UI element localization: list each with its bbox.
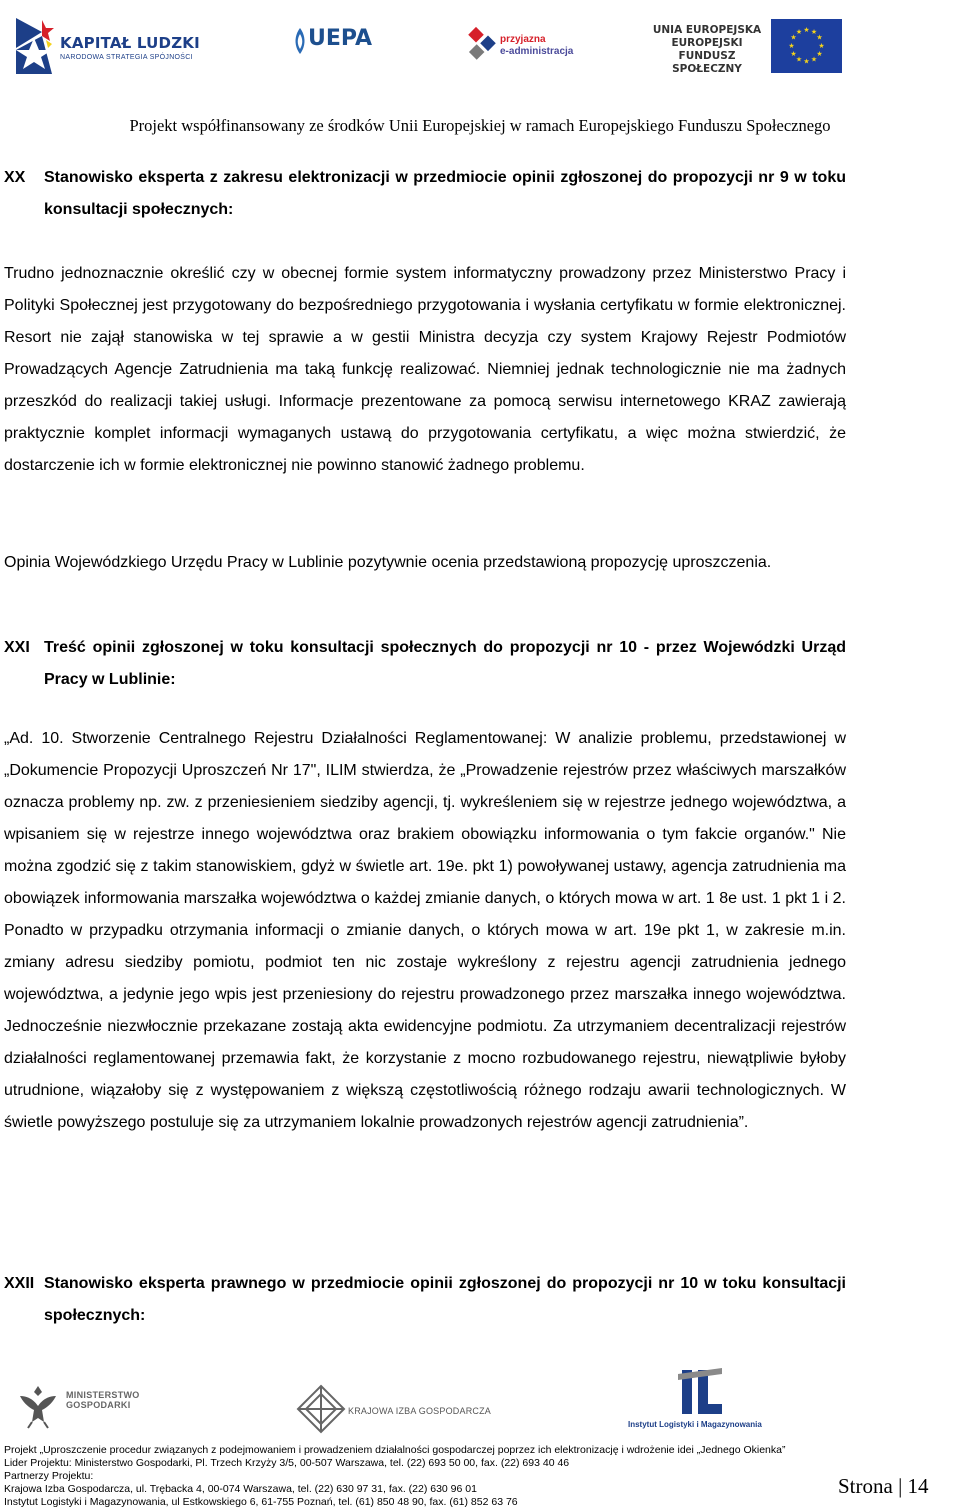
- section-number: XXII: [4, 1275, 35, 1292]
- svg-text:★: ★: [803, 57, 810, 66]
- przyjazna-e-administracja-logo: [468, 24, 588, 70]
- przyjazna-line2: e-administracja: [500, 46, 574, 57]
- uepa-logo: [290, 24, 380, 70]
- section-title: Treść opinii zgłoszonej w toku konsultacji społecznych do propozycji nr 10 - przez Wojewódzki Urząd Pracy w Lublinie:: [44, 639, 846, 688]
- section-number: XX: [4, 169, 26, 186]
- kapital-ludzki-emblem-icon: [12, 14, 56, 78]
- ue-line2: EUROPEJSKI: [671, 37, 743, 49]
- header-logos: [0, 0, 960, 100]
- kapital-ludzki-logo: [12, 14, 212, 78]
- ministerstwo-gospodarki-logo: [14, 1382, 144, 1430]
- ilim-name: Instytut Logistyki i Magazynowania: [628, 1420, 762, 1429]
- footer-line-partners: Partnerzy Projektu:: [4, 1470, 94, 1482]
- svg-text:★: ★: [810, 55, 818, 64]
- svg-text:★: ★: [818, 42, 825, 50]
- section-heading-xxi: [4, 632, 846, 696]
- footer-project-info: [4, 1444, 834, 1509]
- eu-flag-icon: [771, 19, 842, 73]
- ilim-emblem-icon: [670, 1366, 730, 1418]
- svg-text:★: ★: [816, 50, 823, 58]
- ministerstwo-line1: MINISTERSTWO: [66, 1390, 140, 1400]
- krajowa-izba-gospodarcza-logo: [296, 1384, 496, 1434]
- kig-name: KRAJOWA IZBA GOSPODARCZA: [348, 1406, 491, 1416]
- ilim-logo: [626, 1366, 776, 1436]
- svg-text:★: ★: [816, 33, 823, 42]
- footer-line-kig: Krajowa Izba Gospodarcza, ul. Trębacka 4, 00-074 Warszawa, tel. (22) 630 97 31, fax. (22) 630 96 01: [4, 1483, 477, 1495]
- footer-line-ilim: Instytut Logistyki i Magazynowania, ul Estkowskiego 6, 61-755 Poznań, tel. (61) 850 48 90, fax. (61) 852 63 76: [4, 1496, 518, 1508]
- kig-emblem-icon: [296, 1384, 346, 1434]
- paragraph-wup-quote: „Ad. 10. Stworzenie Centralnego Rejestru Działalności Reglamentowanej: W analizie problemu, przedstawionej w „Dokumencie Propozycji Uproszczeń Nr 17", ILIM stwierdza, że „Prowadzenie rejestrów przez właściwych marszałków oznacza problemy np. zw. z przeniesieniem siedziby agencji, tj. wykreśleniem się w rejestrze jednego województwa, a wpisaniem się w rejestrze innego województwa oraz brakiem obowiązku informowania o tym fakcie organów." Nie można zgodzić się z takim stanowiskiem, gdyż w świetle art. 19e. pkt 1) powoływanej ustawy, agencja zatrudnienia ma obowiązek informowania marszałka województwa o każdej zmianie danych, o których mowa w art. 1 8e ust. 1 pkt 1 i 2. Ponadto w przypadku otrzymania informacji o zmianie danych, o których mowa w art. 19e pkt 1, w zakresie m.in. zmiany adresu siedziby pomiotu, podmiot ten nic zostaje wykreślony z rejestru agencji zatrudnienia jednego województwa, a jedynie jego wpis jest przeniesiony do rejestru prowadzonego przez marszałka innego województwa. Jednocześnie niezwłocznie przekazane zostają akta ewidencyjne podmiotu. Za utrzymaniem decentralizacji rejestrów działalności reglamentowanej przemawia fakt, że korzystanie z mocno rozbudowanego rejestru, niewątpliwie byłoby utrudnione, wiązałoby się z występowaniem z większą częstotliwością różnego rodzaju awarii technologicznych. W świetle powyższego postuluje się za utrzymaniem lokalnie prowadzonych rejestrów agencji zatrudnienia”.: [4, 730, 846, 1131]
- paragraph-expert-opinion: Trudno jednoznacznie określić czy w obecnej formie system informatyczny prowadzony przez Ministerstwo Pracy i Polityki Społecznej jest przygotowany do bezpośredniego przygotowania i wysłania certyfikatu w formie elektronicznej. Resort nie zajął stanowiska w tej sprawie a w gestii Ministra decyzja czy system Krajowy Rejestr Podmiotów Prowadzących Agencje Zatrudnienia ma taką funkcję realizować. Niemniej jednak technologicznie nie ma żadnych przeszkód do realizacji takiej usługi. Informacje prezentowane za pomocą serwisu internetowego KRAZ zawierają praktycznie komplet informacji wymaganych ustawą do przygotowania certyfikatu, a więc można stwierdzić, że dostarczenie ich w formie elektronicznej nie powinno stanowić żadnego problemu.: [4, 265, 846, 474]
- project-cofinancing-line: Projekt współfinansowany ze środków Unii Europejskiej w ramach Europejskiego Funduszu Społecznego: [129, 116, 831, 135]
- ministerstwo-line2: GOSPODARKI: [66, 1400, 131, 1410]
- kapital-ludzki-name: KAPITAŁ LUDZKI: [60, 34, 200, 52]
- section-number: XXI: [4, 639, 30, 656]
- svg-text:★: ★: [788, 42, 795, 50]
- svg-text:★: ★: [795, 28, 803, 36]
- kapital-ludzki-subtitle: NARODOWA STRATEGIA SPÓJNOŚCI: [60, 54, 193, 61]
- ue-line1: UNIA EUROPEJSKA: [652, 24, 762, 36]
- section-title: Stanowisko eksperta z zakresu elektronizacji w przedmiocie opinii zgłoszonej do propozycji nr 9 w toku konsultacji społecznych:: [44, 169, 846, 218]
- svg-text:★: ★: [790, 50, 797, 58]
- svg-text:★: ★: [790, 33, 797, 42]
- section-title: Stanowisko eksperta prawnego w przedmiocie opinii zgłoszonej do propozycji nr 10 w toku konsultacji społecznych:: [44, 1275, 846, 1324]
- eagle-emblem-icon: [14, 1382, 62, 1430]
- unia-europejska-logo: [648, 16, 848, 76]
- puzzle-icon: [468, 26, 498, 66]
- przyjazna-line1: przyjazna: [500, 34, 546, 45]
- section-heading-xx: [4, 162, 846, 226]
- uepa-name: UEPA: [308, 26, 373, 51]
- svg-text:★: ★: [795, 55, 803, 64]
- svg-text:★: ★: [810, 28, 818, 36]
- section-heading-xxii: [4, 1268, 846, 1332]
- footer-line-project: Projekt „Uproszczenie procedur związanych z podejmowaniem i prowadzeniem działalności gospodarczej poprzez ich elektronizację i wdrożenie idei „Jednego Okienka”: [4, 1444, 786, 1456]
- paragraph-wup-opinion: Opinia Wojewódzkiego Urzędu Pracy w Lublinie pozytywnie ocenia przedstawioną propozycję uproszczenia.: [4, 554, 772, 571]
- ue-line3: FUNDUSZ SPOŁECZNY: [672, 50, 742, 75]
- footer-line-leader: Lider Projektu: Ministerstwo Gospodarki, Pl. Trzech Krzyży 3/5, 00-507 Warszawa, tel. (22) 693 50 00, fax. (22) 693 40 46: [4, 1457, 570, 1469]
- uepa-emblem-icon: [290, 26, 310, 56]
- svg-text:★: ★: [803, 26, 810, 34]
- page-number: Strona | 14: [838, 1474, 929, 1498]
